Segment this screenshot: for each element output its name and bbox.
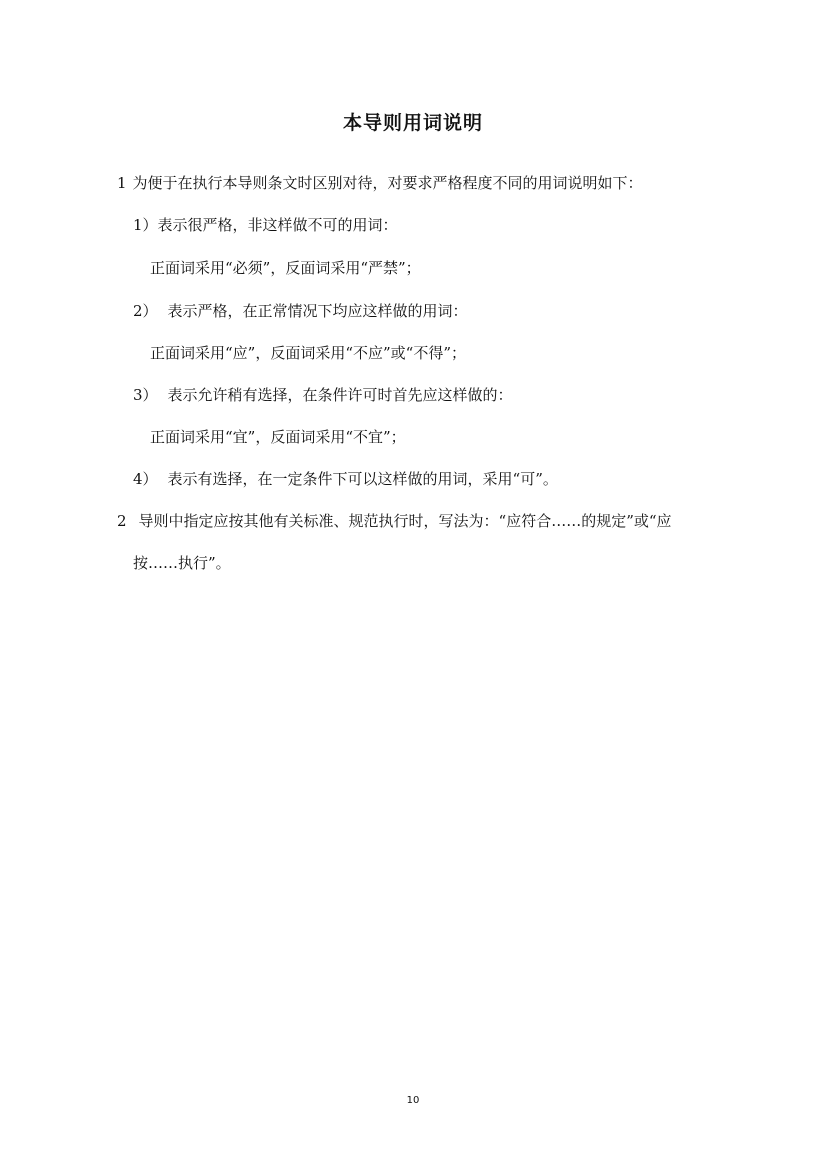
sub-item-3	[133, 385, 513, 405]
sub-item-text: 表示严格，在正常情况下均应这样做的用词：	[167, 302, 468, 320]
sub-item-3-detail	[150, 427, 406, 447]
page-number: 10	[406, 1095, 420, 1106]
sub-item-text: 表示有选择，在一定条件下可以这样做的用词，采用“可”。	[167, 470, 558, 488]
sub-item-2-detail	[150, 343, 466, 363]
detail-text: 正面词采用“宜”，反面词采用“不宜”；	[150, 428, 406, 446]
sub-item-number: 1）	[133, 216, 158, 234]
sub-item-text: 表示允许稍有选择，在条件许可时首先应这样做的：	[167, 386, 513, 404]
clause-number: 1	[117, 174, 127, 192]
clause-text: 为便于在执行本导则条文时区别对待，对要求严格程度不同的用词说明如下：	[132, 174, 643, 192]
clause-2-continuation	[133, 553, 231, 573]
sub-item-number: 3）	[133, 386, 158, 404]
clause-number: 2	[117, 512, 127, 530]
sub-item-4	[133, 469, 558, 489]
sub-item-1	[133, 215, 398, 235]
detail-text: 正面词采用“应”，反面词采用“不应”或“不得”；	[150, 344, 467, 362]
clause-2	[117, 511, 672, 531]
sub-item-text: 表示很严格，非这样做不可的用词：	[157, 216, 398, 234]
clause-text: 导则中指定应按其他有关标准、规范执行时，写法为：“应符合……的规定”或“应	[138, 512, 672, 530]
sub-item-1-detail	[150, 258, 421, 278]
clause-1	[117, 173, 643, 193]
sub-item-2	[133, 301, 468, 321]
clause-text: 按……执行”。	[133, 554, 231, 572]
detail-text: 正面词采用“必须”，反面词采用“严禁”；	[150, 259, 421, 277]
sub-item-number: 2）	[133, 302, 158, 320]
sub-item-number: 4）	[133, 470, 158, 488]
page-title: 本导则用词说明	[342, 112, 483, 134]
